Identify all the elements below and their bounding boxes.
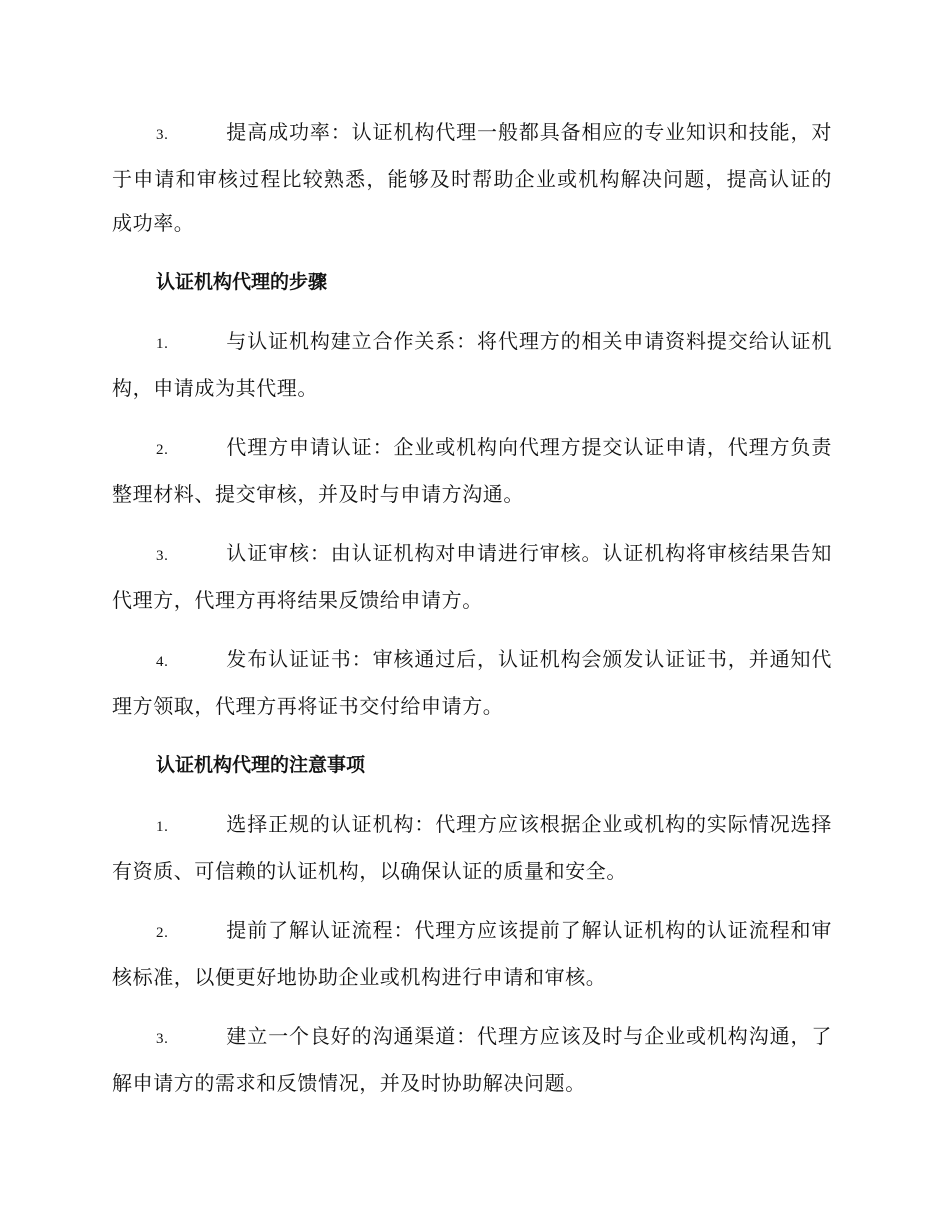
list-item <box>112 908 832 999</box>
section-heading-steps: 认证机构代理的步骤 <box>156 271 328 293</box>
list-item <box>112 637 832 728</box>
list-text: 代理方申请认证：企业或机构向代理方提交认证申请，代理方负责整理材料、提交审核，并及时与申请方沟通。 <box>112 435 832 506</box>
list-item <box>112 425 832 516</box>
section-heading-notes: 认证机构代理的注意事项 <box>156 754 366 776</box>
list-number: 3. <box>156 1031 169 1047</box>
list-number: 4. <box>156 654 169 670</box>
list-text: 认证审核：由认证机构对申请进行审核。认证机构将审核结果告知代理方，代理方再将结果反馈给申请方。 <box>112 541 832 612</box>
list-number: 2. <box>156 925 169 941</box>
list-text: 提高成功率：认证机构代理一般都具备相应的专业知识和技能，对于申请和审核过程比较熟悉，能够及时帮助企业或机构解决问题，提高认证的成功率。 <box>112 120 832 235</box>
list-number: 3. <box>156 548 169 564</box>
list-number: 1. <box>156 336 169 352</box>
list-text: 与认证机构建立合作关系：将代理方的相关申请资料提交给认证机构，申请成为其代理。 <box>112 329 832 400</box>
list-text: 建立一个良好的沟通渠道：代理方应该及时与企业或机构沟通，了解申请方的需求和反馈情况，并及时协助解决问题。 <box>112 1024 832 1095</box>
list-text: 发布认证证书：审核通过后，认证机构会颁发认证证书，并通知代理方领取，代理方再将证书交付给申请方。 <box>112 647 832 718</box>
list-item <box>112 110 832 245</box>
list-text: 提前了解认证流程：代理方应该提前了解认证机构的认证流程和审核标准，以便更好地协助企业或机构进行申请和审核。 <box>112 918 832 989</box>
list-number: 2. <box>156 442 169 458</box>
list-number: 3. <box>156 127 169 143</box>
list-item <box>112 319 832 410</box>
list-text: 选择正规的认证机构：代理方应该根据企业或机构的实际情况选择有资质、可信赖的认证机构，以确保认证的质量和安全。 <box>112 812 832 883</box>
list-number: 1. <box>156 819 169 835</box>
document-body <box>112 110 832 1120</box>
list-item <box>112 531 832 622</box>
list-item <box>112 802 832 893</box>
list-item <box>112 1014 832 1105</box>
